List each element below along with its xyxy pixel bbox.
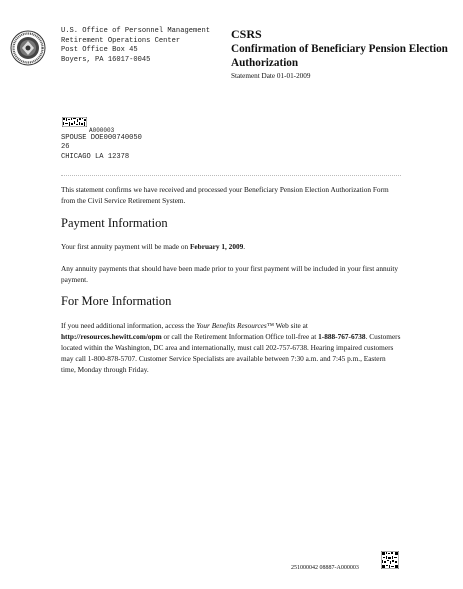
plan-code: CSRS bbox=[231, 27, 262, 41]
more-info-text: or call the Retirement Information Office toll-free at bbox=[161, 332, 319, 341]
2d-barcode-icon bbox=[381, 551, 399, 569]
trademark: ™ bbox=[266, 321, 274, 330]
phone-number: 1-888-767-6738 bbox=[318, 332, 366, 341]
recipient-line: 26 bbox=[61, 143, 70, 152]
divider bbox=[61, 175, 401, 177]
payment-heading: Payment Information bbox=[61, 216, 168, 230]
recipient-line: CHICAGO LA 12378 bbox=[61, 152, 130, 161]
return-address-line: Boyers, PA 16017-0045 bbox=[61, 55, 151, 64]
return-address-line: Retirement Operations Center bbox=[61, 36, 181, 45]
first-payment-end: . bbox=[243, 242, 246, 251]
first-payment-date: February 1, 2009 bbox=[189, 242, 244, 251]
site-name: Your Benefits Resources bbox=[196, 321, 267, 330]
prior-payments-paragraph: Any annuity payments that should have been made prior to your first payment will be included in your first annuity payment. bbox=[61, 264, 399, 284]
more-info-heading: For More Information bbox=[61, 294, 172, 308]
document-heading bbox=[231, 27, 461, 81]
document-title: Confirmation of Beneficiary Pension Election Authorization bbox=[231, 43, 448, 69]
more-info-text: . Customers located within the Washington, DC area and internationally, must call 202-757-6738. Hearing impaired customers may call 1-800-878-5707. Customer Service Specialists are available between 7:30 a.m. and 7:45 p.m., Eastern time, Monday through Friday. bbox=[61, 332, 401, 374]
return-address bbox=[61, 27, 210, 65]
statement-date: Statement Date 01-01-2009 bbox=[231, 72, 311, 80]
2d-barcode-icon bbox=[62, 117, 87, 127]
first-payment-text: Your first annuity payment will be made on bbox=[61, 242, 190, 251]
footer-code: 251000042 08887-A000003 bbox=[291, 565, 359, 571]
recipient-address bbox=[61, 127, 142, 162]
more-info-text: If you need additional information, access the bbox=[61, 321, 197, 330]
return-address-line: Post Office Box 45 bbox=[61, 46, 138, 55]
intro-paragraph: This statement confirms we have received and processed your Beneficiary Pension Election Authorization Form from the Civil Service Retirement System. bbox=[61, 185, 389, 205]
more-info-paragraph bbox=[61, 320, 401, 375]
website-link[interactable]: http://resources.hewitt.com/opm bbox=[61, 332, 162, 341]
recipient-line: SPOUSE DOE000740050 bbox=[61, 134, 142, 142]
opm-seal-icon bbox=[10, 30, 46, 66]
return-address-line: U.S. Office of Personnel Management bbox=[61, 27, 210, 35]
more-info-text: Web site at bbox=[273, 321, 308, 330]
mail-sequence-number: A000003 bbox=[89, 127, 115, 134]
first-payment-paragraph bbox=[61, 241, 401, 252]
